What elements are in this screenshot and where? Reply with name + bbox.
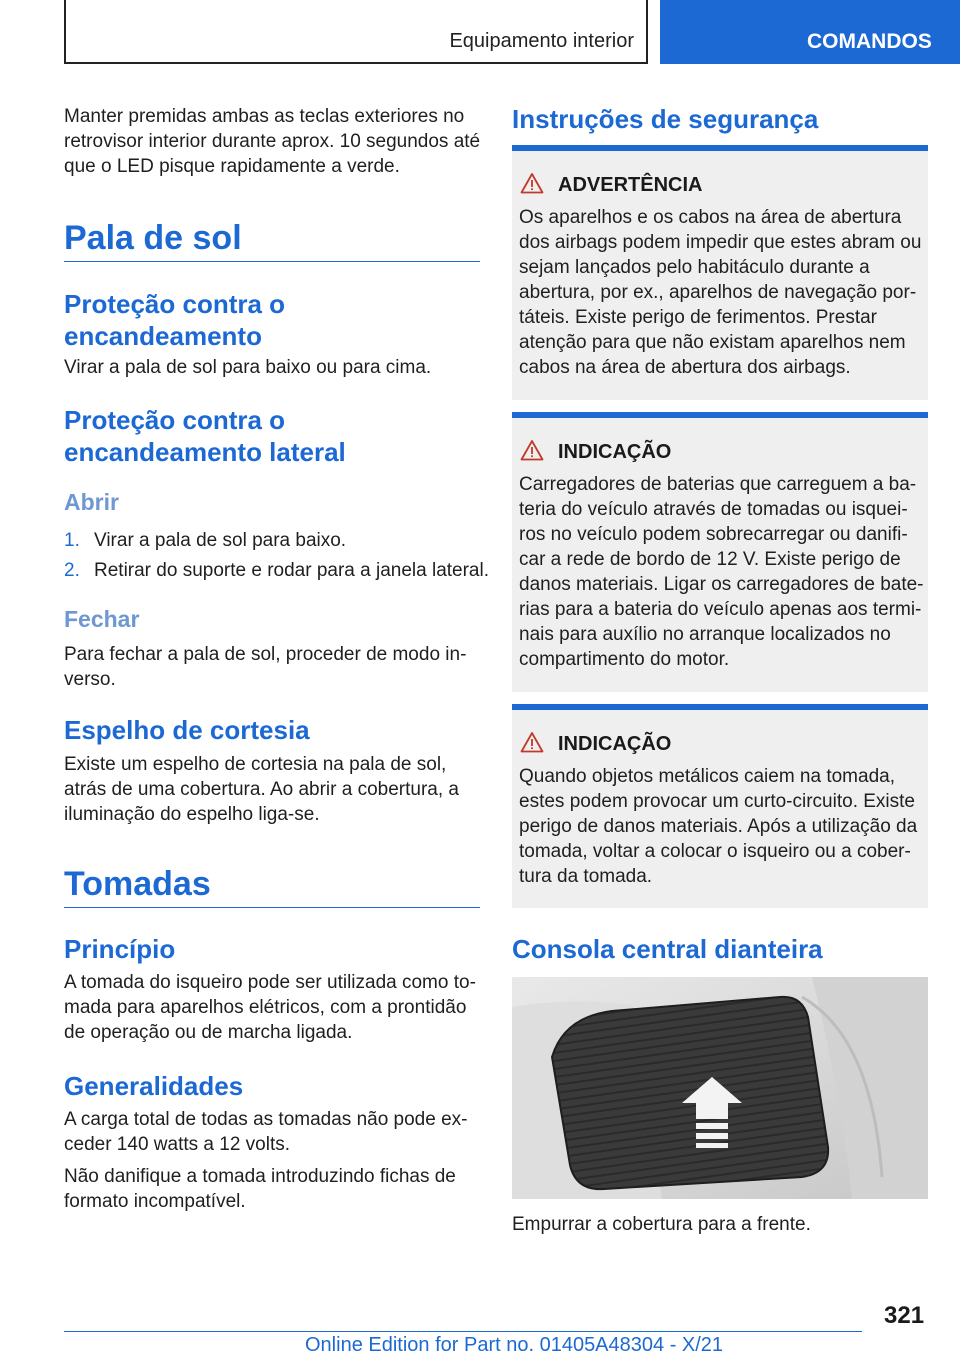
heading-instrucoes: Instruções de segurança — [512, 104, 819, 134]
chapter-tab[interactable]: COMANDOS — [660, 0, 960, 64]
notice-bar — [512, 145, 928, 151]
list-number: 2. — [64, 560, 80, 581]
list-text: Retirar do suporte e rodar para a janela lateral. — [94, 560, 490, 581]
list-item — [64, 528, 484, 553]
heading-espelho: Espelho de cortesia — [64, 715, 310, 745]
console-cover-photo — [512, 977, 928, 1199]
warning-triangle-icon — [520, 731, 544, 753]
photo-caption: Empurrar a cobertura para a frente. — [512, 1214, 811, 1235]
section-title: Equipamento interior — [449, 30, 634, 52]
header-frame — [64, 0, 648, 64]
page-number: 321 — [884, 1302, 925, 1329]
list-number: 1. — [64, 530, 80, 551]
heading-protecao-lateral: Proteção contra o encandeamento lateral — [64, 405, 346, 467]
footer-rule — [64, 1331, 862, 1332]
paragraph-protecao: Virar a pala de sol para baixo ou para cima. — [64, 357, 432, 378]
heading-generalidades: Generalidades — [64, 1071, 244, 1101]
list-text: Virar a pala de sol para baixo. — [94, 530, 347, 551]
notice-box — [512, 412, 928, 692]
paragraph-fechar: Para fechar a pala de sol, proceder de modo in-verso. — [64, 644, 467, 690]
subheading-fechar: Fechar — [64, 606, 140, 632]
warning-box — [512, 145, 928, 400]
heading-consola: Consola central dianteira — [512, 934, 823, 964]
paragraph-generalidades-1: A carga total de todas as tomadas não pode ex-ceder 140 watts a 12 volts. — [64, 1109, 468, 1155]
console-illustration — [512, 977, 928, 1199]
intro-paragraph: Manter premidas ambas as teclas exteriores no retrovisor interior durante aprox. 10 segundos até que o LED pisque rapidamente a verde. — [64, 106, 481, 177]
footer-edition: Online Edition for Part no. 01405A48304 - X/21 — [305, 1334, 724, 1356]
notice-bar — [512, 704, 928, 710]
paragraph-principio: A tomada do isqueiro pode ser utilizada como to-mada para aparelhos elétricos, com a prontidão de operação ou de marcha ligada. — [64, 972, 476, 1043]
heading-protecao: Proteção contra o encandeamento — [64, 289, 286, 351]
paragraph-generalidades-2: Não danifique a tomada introduzindo fichas de formato incompatível. — [64, 1166, 456, 1212]
heading-tomadas: Tomadas — [64, 865, 211, 903]
notice-box — [512, 704, 928, 908]
warning-triangle-icon — [520, 439, 544, 461]
notice-body: Carregadores de baterias que carreguem a ba-teria do veículo através de tomadas ou isquei-ros no veículo podem sobrecarregar ou danifi-car a rede de bordo de 12 V. Existe perigo de danos materiais. Ligar os carregadores de bate-rias para a bateria do veículo apenas aos termi-nais para auxílio no arranque localizados no compartimento do motor. — [519, 474, 924, 670]
heading-rule — [64, 261, 480, 262]
notice-bar — [512, 412, 928, 418]
heading-pala-de-sol: Pala de sol — [64, 219, 242, 257]
heading-rule — [64, 907, 480, 908]
notice-body: Quando objetos metálicos caiem na tomada, estes podem provocar um curto-circuito. Existe perigo de danos materiais. Após a utilização da tomada, voltar a colocar o isqueiro ou a cober-tura da tomada. — [519, 766, 918, 887]
notice-body: Os aparelhos e os cabos na área de abertura dos airbags podem impedir que estes abram ou sejam lançados pelo habitáculo durante a abertura, por ex., aparelhos de navegação por-táteis. Existe perigo de ferimentos. Prestar atenção para que não existam aparelhos nem cabos na área de abertura dos airbags. — [519, 207, 922, 378]
notice-title: INDICAÇÃO — [558, 733, 672, 755]
list-item — [64, 558, 490, 583]
notice-title: INDICAÇÃO — [558, 441, 672, 463]
notice-title: ADVERTÊNCIA — [558, 174, 703, 196]
paragraph-espelho: Existe um espelho de cortesia na pala de sol, atrás de uma cobertura. Ao abrir a cobertura, a iluminação do espelho liga-se. — [64, 754, 459, 825]
subheading-abrir: Abrir — [64, 489, 119, 515]
heading-principio: Princípio — [64, 934, 176, 964]
warning-triangle-icon — [520, 172, 544, 194]
